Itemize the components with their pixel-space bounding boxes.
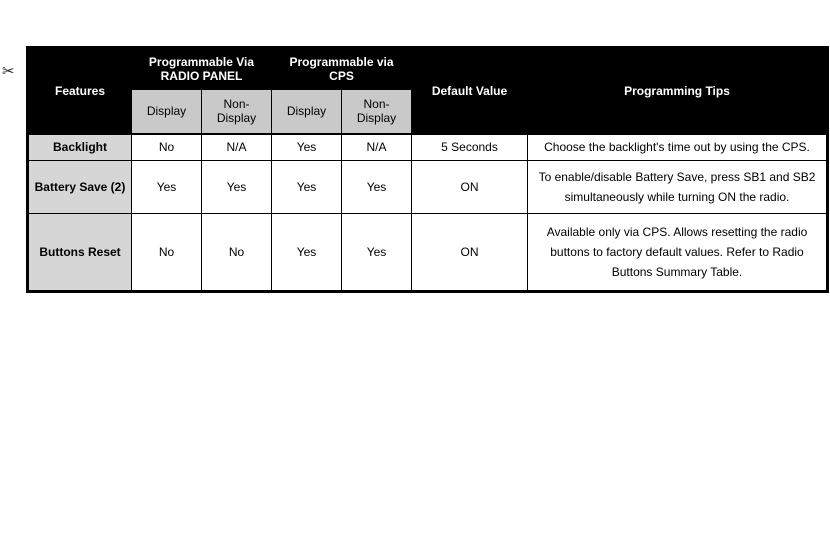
- subheader-radio-non-display: Non-Display: [202, 90, 272, 134]
- radio-non-display-value: No: [202, 214, 272, 292]
- header-cps: Programmable via CPS: [272, 48, 412, 90]
- feature-name: Backlight: [28, 134, 132, 161]
- programming-tip: Available only via CPS. Allows resetting the radio buttons to factory default values. Refer to Radio Buttons Summary Table.: [528, 214, 828, 292]
- header-features: Features: [28, 48, 132, 134]
- cps-display-value: Yes: [272, 134, 342, 161]
- radio-non-display-value: N/A: [202, 134, 272, 161]
- cps-non-display-value: Yes: [342, 161, 412, 214]
- header-programming-tips: Programming Tips: [528, 48, 828, 134]
- feature-name: Buttons Reset: [28, 214, 132, 292]
- features-table: [26, 46, 829, 293]
- table-row: [28, 214, 828, 292]
- default-value: 5 Seconds: [412, 134, 528, 161]
- default-value: ON: [412, 161, 528, 214]
- cps-display-value: Yes: [272, 161, 342, 214]
- table-row: [28, 161, 828, 214]
- cps-non-display-value: N/A: [342, 134, 412, 161]
- scissors-icon: ✂: [2, 62, 15, 80]
- radio-display-value: Yes: [132, 161, 202, 214]
- programming-tip: To enable/disable Battery Save, press SB1 and SB2 simultaneously while turning ON the radio.: [528, 161, 828, 214]
- cut-line: [9, 6, 10, 538]
- radio-non-display-value: Yes: [202, 161, 272, 214]
- subheader-cps-non-display: Non-Display: [342, 90, 412, 134]
- radio-display-value: No: [132, 214, 202, 292]
- subheader-radio-display: Display: [132, 90, 202, 134]
- feature-name: Battery Save (2): [28, 161, 132, 214]
- cps-display-value: Yes: [272, 214, 342, 292]
- radio-display-value: No: [132, 134, 202, 161]
- table-row: [28, 134, 828, 161]
- programming-tip: Choose the backlight's time out by using the CPS.: [528, 134, 828, 161]
- subheader-cps-display: Display: [272, 90, 342, 134]
- cps-non-display-value: Yes: [342, 214, 412, 292]
- header-default-value: Default Value: [412, 48, 528, 134]
- header-radio-panel: Programmable Via RADIO PANEL: [132, 48, 272, 90]
- default-value: ON: [412, 214, 528, 292]
